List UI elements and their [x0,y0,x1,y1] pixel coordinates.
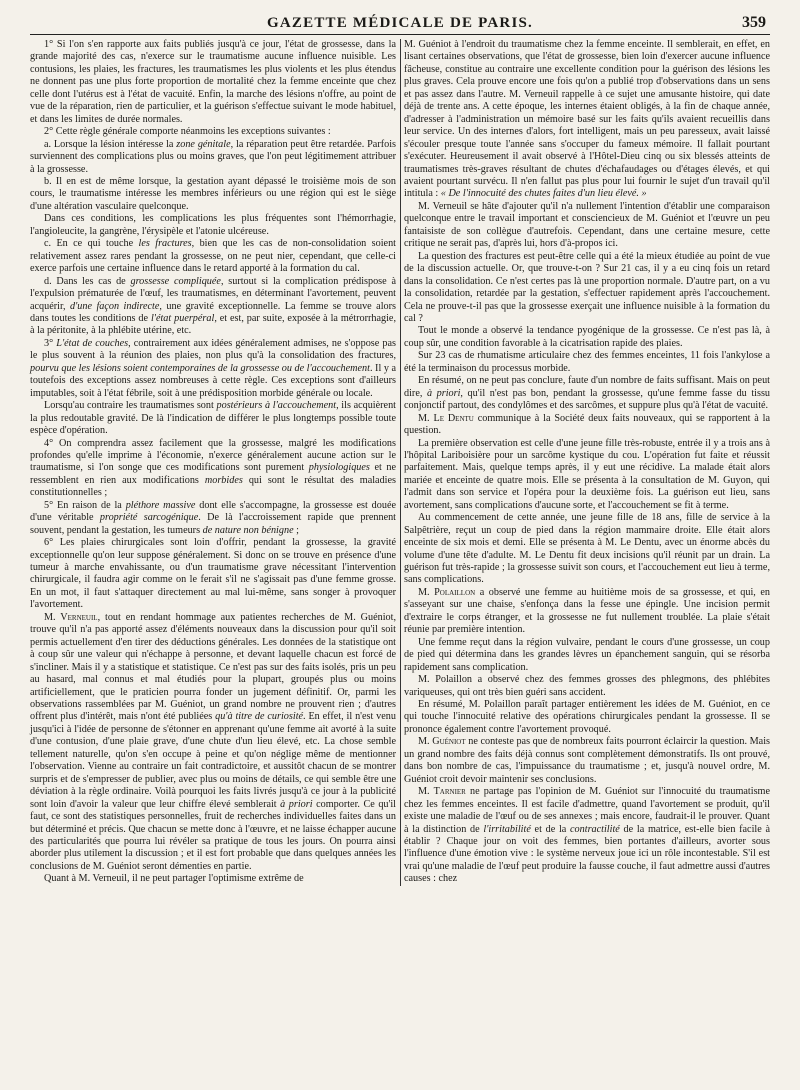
paragraph [30,213,396,238]
italic-text: morbides [204,474,243,486]
text-run: et de la [530,823,571,835]
text-run: , la réparation peut être retardée. Parfois surviennent des complications plus ou moins graves, que l'on peut légitimement attribuer à la grossesse. [30,138,396,175]
text-run: M. Verneuil se hâte d'ajouter qu'il n'a nullement l'intention d'établir une comparaison quelconque entre le travail important et consciencieux de M. Guéniot et l'œuvre un peu fantaisiste de son collègue d'autrefois. Cependant, dans une certaine mesure, cette critique ne serait pas, d'après lui, hors d'à-propos ici. [404,200,770,250]
text-run: , tout en rendant hommage aux patientes recherches de M. Guéniot, trouve qu'il n'a pas apporté assez d'éléments nouveaux dans la discussion pour qu'il soit permis actuellement d'en tirer des déductions générales. Les données de la statistique ont à coup sûr une valeur qui n'échappe à personne, et devant laquelle chacun est forcé de s'incliner. Mais il y a statistique et statistique. Ce n'est pas sur des faits isolés, pris un peu au hasard, mal connus et mal étudiés pour la plupart, groupés plus ou moins artificiellement, que le praticien pourra fonder un jugement définitif. Or, parmi les observations rassemblées par M. Guéniot, un grand nombre ne prouvent rien ; d'autres offrent plus d'intérêt, mais n'ont été publiées [30,611,396,723]
italic-text: pourvu que les lésions soient contemporaines de la grossesse ou de l'accouchement [30,362,370,374]
italic-text: l'irritabilité [483,823,531,835]
text-run: b. Il en est de même lorsque, la gestation ayant dépassé le troisième mois de son cours, le traumatisme intéresse les membres inférieurs ou une région qui est le siège d'une altération vasculaire quelconque. [30,175,396,212]
paragraph [30,126,396,138]
paragraph [404,438,770,513]
italic-text: zone génitale [176,138,231,150]
text-run: , bien que les cas de non-consolidation soient relativement assez rares pendant la grossesse, on ne peut nier, cependant, que celle-ci exerce parfois une certaine influence dans le retard apporté à la formation du cal. [30,238,396,275]
text-run: Quant à M. Verneuil, il ne peut partager l'optimisme extrême de [44,873,304,885]
text-run: 4° On comprendra assez facilement que la grossesse, malgré les modifications profondes qu'elle imprime à l'économie, n'exerce généralement aucune action sur le traumatisme, si l'on songe que ces modifications sont purement [30,437,396,474]
paragraph [404,674,770,699]
text-run: ne conteste pas que de nombreux faits pourront éclaircir la question. Mais un grand nombre des faits déjà connus sont complètement démonstratifs. Ils ont prouvé, dans bon nombre de cas, l'impuissance du traumatisme ; et, jusqu'à nouvel ordre, M. Guéniot croit devoir maintenir ses conclusions. [404,736,770,785]
text-run: a. Lorsque la lésion intéresse la [44,138,177,150]
text-run: M. Polaillon a observé chez des femmes grosses des phlegmons, des phlébites variqueuses, qui ont très bien guéri sans accident. [404,674,770,698]
text-run: . De là l'accroissement rapide que prennent souvent, pendant la gestation, les tumeurs [30,512,397,536]
italic-text: l'état puerpéral [150,312,215,324]
italic-text: les fractures [138,238,192,250]
text-run: , et est, par suite, exposée à la métrorrhagie, à la péritonite, à la phlébite utérine, etc. [30,312,396,337]
text-run: Sur 23 cas de rhumatisme articulaire chez des femmes enceintes, 11 fois l'ankylose a été la terminaison du processus morbide. [404,350,770,374]
text-run: d. Dans les cas de [44,275,131,287]
paragraph [404,325,770,350]
paragraph [404,512,770,587]
text-run: 5° En raison de la [44,499,126,511]
italic-text: L'état de couches [56,337,129,349]
paragraph [404,375,770,412]
text-run: , contrairement aux idées généralement admises, ne s'oppose pas le plus souvent à la réunion des plaies, non plus qu'à la consolidation des fractures, [30,337,396,362]
paragraph [30,500,396,537]
paragraph [404,350,770,375]
paragraph [404,413,770,438]
paragraph [30,400,396,437]
paragraph [30,139,396,176]
text-run: Dans ces conditions, les complications les plus fréquentes sont l'hémorrhagie, l'angioleucite, la gangrène, l'érysipèle et l'atonie ulcéreuse. [30,213,396,237]
italic-text: grossesse compliquée [130,275,221,287]
text-run: , une gravité exceptionnelle. La femme se trouve alors dans toutes les conditions de [30,300,396,324]
paragraph [30,176,396,213]
text-run: 6° Les plaies chirurgicales sont loin d'offrir, pendant la grossesse, la gravité exceptionnelle qu'on leur suppose généralement. Si donc on se trouve en présence d'une tumeur à marche envahissante, ou d'un traumatisme grave nécessitant l'intervention chirurgicale, il faudra agir comme on le ferait s'il ne s'agissait pas d'une femme grosse. En un mot, il faut s'attaquer directement au mal lui-même, sans songer à provoquer l'avortement. [30,537,396,611]
paragraph [30,39,396,126]
text-run: et ne ressemblent en rien aux modifications [30,462,397,486]
text-run: . En effet, il n'est venu jusqu'ici à l'idée de personne de s'étonner en apprenant qu'une femme ait avorté à la suite d'une contusion, d'une plaie grave, d'une chute d'un lieu élevé, etc. La chose semble tellement naturelle, qu'on s'en occupe à peine et qu'on néglige même de mentionner l'observation. Vienne au contraire un fait contradictoire, et aussitôt chacun de se montrer surpris et de s'empresser de publier, avec plus ou moins de détails, ce qui semble être une déviation à la règle ordinaire. Voilà pourquoi les faits livrés jusqu'à ce jour à la publicité sont loin d'avoir la valeur que leur chiffre élevé semblerait [30,711,396,810]
paragraph [404,39,770,201]
paragraph [30,612,396,874]
text-run: c. En ce qui touche [44,238,139,250]
journal-title: GAZETTE MÉDICALE DE PARIS. [267,15,533,31]
page-header [30,12,770,35]
left-column [30,39,396,886]
paragraph [30,537,396,612]
text-run: 3° [44,337,57,349]
paragraph [404,699,770,736]
text-run: communique à la Société deux faits nouveaux, qui se rapportent à la question. [404,412,770,437]
text-run: dont elle s'accompagne, la grossesse est douée d'une véritable [30,499,397,524]
italic-text: pléthore massive [125,499,196,511]
italic-text: à priori [280,798,313,810]
text-run: , ils acquièrent la plus redoutable gravité. De là l'indication de différer le plus longtemps possible toute espèce d'opération. [30,400,396,437]
text-run: M. Guéniot à l'endroit du traumatisme chez la femme enceinte. Il semblerait, en effet, en lisant certaines observations, que l'état de grossesse, bien loin d'exercer aucune influence fâcheuse, constitue au contraire une excellente condition pour la guérison des lésions les plus graves. Cela prouve encore une fois qu'on a publié trop d'observations dans un sens et pas assez dans l'autre. M. Verneuil rappelle à ce sujet une amusante histoire, qui date déjà de trente ans. A cette époque, les internes étaient obligés, à la fin de chaque année, d'adresser à l'administration un mémoire basé sur les faits qu'ils avaient recueillis dans leur service. Un des internes d'alors, fort intelligent, mais un peu paresseux, avait laissé s'écouler presque toute l'année sans s'occuper du fameux mémoire. Il fallait pourtant s'exécuter. Heureusement il avait observé à l'Hôtel-Dieu cinq ou six blessés atteints de traumatismes très-graves résultant de chutes d'échafaudages ou d'étages élevés, et qui avaient pourtant survécu. Il n'en fallut pas plus pour lui fournir le sujet d'un travail qu'il intitula : [404,39,770,200]
text-run: La première observation est celle d'une jeune fille très-robuste, entrée il y a trois ans à l'hôpital Lariboisière pour un sarcôme kystique du cou. L'opération fut faite et réussit parfaitement. Mais, quelque temps après, il y eut une récidive. La malade était alors mariée et enceinte de quatre mois. Elle se présenta à la consultation de M. Guyon, qui l'admit dans son service et l'opéra pour la deuxième fois. La guérison eut lieu, sans avortement, sans complications d'aucune sorte, et l'accouchement se fit à terme. [404,437,770,511]
text-run: Au commencement de cette année, une jeune fille de 18 ans, fille de service à la Salpêtrière, reçut un coup de pied dans la région mammaire droite. Elle était alors enceinte de six mois et demi. Elle se présenta à M. Le Dentu, avec un énorme abcès du volume d'une tête d'adulte. M. Le Dentu fit deux incisions qu'il réunit par un drain. La guérison fut très-rapide ; la grossesse suivit son cours, et l'accouchement eut lieu à terme, sans complications. [404,512,770,586]
paragraph [404,786,770,886]
speaker-name: M. Guéniot [418,736,466,748]
paragraph [30,238,396,275]
text-run: ; [293,524,299,536]
text-run: En résumé, on ne peut pas conclure, faute d'un nombre de faits suffisant. Mais on peut dire, [404,375,770,399]
speaker-name: M. Verneuil [44,611,98,623]
text-run: , surtout si la complication prédispose à l'expulsion prématurée de l'œuf, les traumatismes, en déterminant l'avortement, peuvent acquérir, [30,275,396,312]
italic-text: physiologiques [308,462,370,474]
text-run: . Il y a toutefois des exceptions assez nombreuses à cette règle. Ces exceptions sont d'ailleurs imputables, soit à l'état fébrile, soit à une prédisposition morbide générale ou locale. [30,362,396,399]
paragraph [404,587,770,637]
speaker-name: M. Tarnier [418,786,466,798]
paragraph [404,201,770,251]
page-number: 359 [742,14,766,31]
paragraph [30,338,396,400]
column-divider [400,39,401,886]
italic-text: contractilité [570,823,620,835]
italic-text: « De l'innocuité des chutes faites d'un lieu élevé. » [440,188,647,200]
text-run: ne partage pas l'opinion de M. Guéniot sur l'innocuité du traumatisme chez les femmes enceintes. Il est facile d'admettre, quand l'avortement se produit, qu'il existe une maladie de l'œuf ou de ses annexes ; mais encore, faudrait-il le prouver. Quant à la distinction de [404,786,770,835]
paragraph [30,873,396,885]
columns [30,39,770,886]
text-run: , qu'il n'est pas bon, pendant la grossesse, qu'une femme fasse du tissu conjonctif partout, des condylômes et des sarcômes, et suppure plus qu'à l'état de vacuité. [404,387,771,412]
text-run: qui sont le résultat des maladies constitutionnelles ; [30,474,396,499]
paragraph [404,251,770,326]
italic-text: à priori [426,387,461,399]
paragraph [30,276,396,338]
text-run: a observé une femme au huitième mois de sa grossesse, et qui, en s'asseyant sur une chaise, s'enfonça dans la fesse une épingle. Une incision permit d'extraire le corps étranger, et la grossesse ne fut nullement troublée. La plaie s'était réunie par première intention. [404,586,770,636]
text-run: En résumé, M. Polaillon paraît partager entièrement les idées de M. Guéniot, en ce qui touche l'innocuité relative des opérations chirurgicales pendant la grossesse. Il se prononce également contre l'avortement provoqué. [404,699,770,735]
italic-text: de nature non bénigne [202,524,294,536]
text-run: comporter. Ce qu'il faut, ce sont des statistiques personnelles, fruit de recherches individuelles faites dans un but déterminé et précis. Que chacun se mette donc à l'œuvre, et ne laisse échapper aucune des particularités que pourra lui révéler sa pratique de tous les jours. On pourra ainsi aborder plus utilement la discussion ; et il est fort probable que dans quelques années les conclusions de M. Guéniot seront démenties en partie. [30,798,396,872]
italic-text: propriété sarcogénique [99,512,199,524]
text-run: Tout le monde a observé la tendance pyogénique de la grossesse. Ce n'est pas là, à coup sûr, une condition favorable à la cicatrisation rapide des plaies. [404,325,770,349]
italic-text: postérieurs à l'accouchement [216,400,337,412]
speaker-name: M. Polaillon [418,586,476,598]
paragraph [404,637,770,674]
text-run: 1° Si l'on s'en rapporte aux faits publiés jusqu'à ce jour, l'état de grossesse, dans la grande majorité des cas, n'exerce sur le traumatisme aucune influence nuisible. Les contusions, les plaies, les fractures, les traumatismes les plus violents et les plus étendus ne donnent pas une plus forte proportion de mortalité chez la femme enceinte que chez celle dont l'utérus est à l'état de vacuité. Enfin, la marche des lésions n'offre, au point de vue de la réparation, rien de particulier, et la guérison s'effectue suivant le mode habituel, et dans les limites de durée normales. [30,39,396,125]
paragraph [404,736,770,786]
text-run: 2° Cette règle générale comporte néanmoins les exceptions suivantes : [44,126,331,138]
text-run: Lorsqu'au contraire les traumatismes sont [44,400,217,412]
italic-text: d'une façon indirecte [69,300,160,312]
text-run: La question des fractures est peut-être celle qui a été la mieux étudiée au point de vue de la discussion actuelle. Or, que trouve-t-on ? Sur 21 cas, il y a eu cinq fois un retard dans la consolidation. Ce n'est certes pas là une proportion normale. D'autre part, on a vu la consolidation, retardée par la gestation, s'effectuer rapidement après l'accouchement. Cela ne prouve-t-il pas que la grossesse exerçait une influence nuisible à la formation du cal ? [404,250,770,324]
speaker-name: M. Le Dentu [418,412,474,424]
text-run: de la matrice, est-elle bien facile à établir ? Chaque jour on voit des femmes, bien portantes d'ailleurs, avorter sous l'influence d'une émotion vive : le système nerveux joue ici un rôle incontestable. S'il est vrai qu'une maladie de l'œuf peut produire la fausse couche, il faut admettre aussi d'autres causes : chez [404,823,770,885]
paragraph [30,438,396,500]
italic-text: qu'à titre de curiosité [215,711,304,723]
right-column [404,39,770,886]
text-run: Une femme reçut dans la région vulvaire, pendant le cours d'une grossesse, un coup de pied qui détermina dans les grandes lèvres un épanchement sanguin, qui se résorba rapidement sans complication. [404,636,770,673]
